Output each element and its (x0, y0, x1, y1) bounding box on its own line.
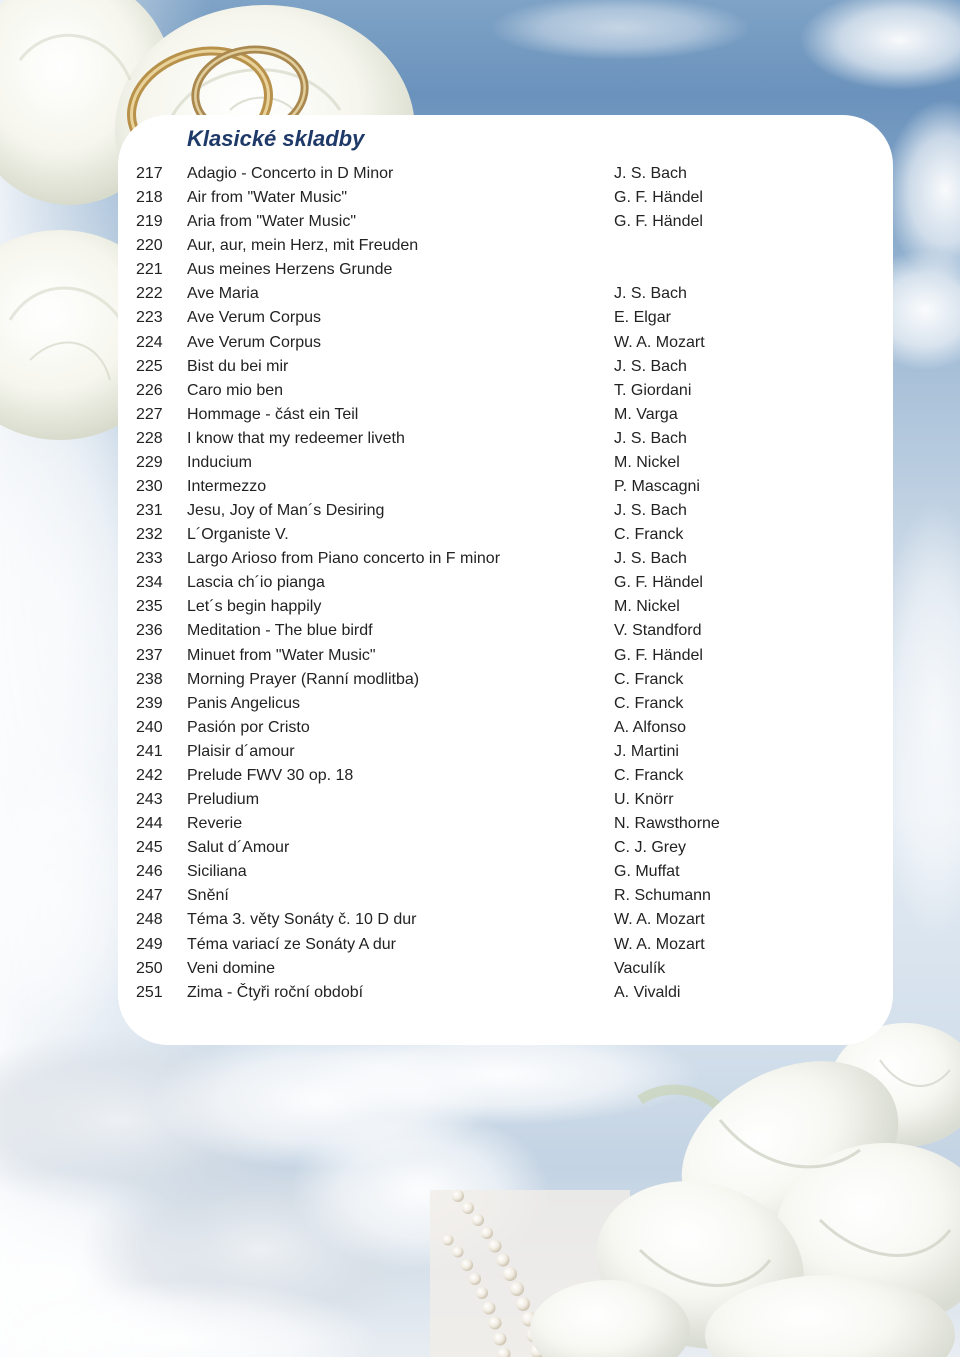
piece-composer: R. Schumann (614, 887, 711, 905)
list-item (118, 716, 893, 740)
piece-title: Preludium (187, 791, 260, 809)
piece-title: Let´s begin happily (187, 598, 322, 616)
list-item (118, 186, 893, 210)
piece-title: Hommage - část ein Teil (187, 405, 359, 423)
piece-title: Morning Prayer (Ranní modlitba) (187, 670, 420, 688)
piece-title: Téma 3. věty Sonáty č. 10 D dur (187, 911, 417, 929)
piece-composer: N. Rawsthorne (614, 815, 720, 833)
piece-title: Lascia ch´io pianga (187, 574, 325, 592)
piece-title: Snění (187, 887, 229, 905)
content-card (118, 115, 893, 1045)
list-item (118, 764, 893, 788)
list-item (118, 234, 893, 258)
piece-number: 250 (136, 959, 163, 977)
list-item (118, 475, 893, 499)
piece-title: Plaisir d´amour (187, 742, 295, 760)
piece-number: 235 (136, 598, 163, 616)
piece-title: Prelude FWV 30 op. 18 (187, 766, 354, 784)
piece-composer: T. Giordani (614, 381, 692, 399)
list-item (118, 571, 893, 595)
piece-composer: C. Franck (614, 526, 684, 544)
list-item (118, 162, 893, 186)
piece-number: 221 (136, 261, 163, 279)
list-item (118, 957, 893, 981)
piece-number: 229 (136, 453, 163, 471)
piece-title: Zima - Čtyři roční období (187, 983, 364, 1001)
piece-composer: M. Varga (614, 405, 678, 423)
piece-number: 238 (136, 670, 163, 688)
piece-number: 244 (136, 815, 163, 833)
piece-composer: J. S. Bach (614, 550, 687, 568)
piece-title: Ave Verum Corpus (187, 309, 321, 327)
list-item (118, 523, 893, 547)
piece-composer: A. Vivaldi (614, 983, 681, 1001)
piece-composer: G. Muffat (614, 863, 680, 881)
piece-number: 218 (136, 189, 163, 207)
piece-composer: C. Franck (614, 766, 684, 784)
list-item (118, 812, 893, 836)
piece-title: Largo Arioso from Piano concerto in F minor (187, 550, 501, 568)
piece-title: Intermezzo (187, 478, 267, 496)
list-item (118, 499, 893, 523)
piece-number: 220 (136, 237, 163, 255)
list-item (118, 933, 893, 957)
list-item (118, 547, 893, 571)
piece-composer: M. Nickel (614, 598, 680, 616)
list-item (118, 644, 893, 668)
piece-number: 234 (136, 574, 163, 592)
piece-composer: W. A. Mozart (614, 333, 705, 351)
list-item (118, 258, 893, 282)
list-item (118, 692, 893, 716)
piece-title: L´Organiste V. (187, 526, 289, 544)
list-item (118, 908, 893, 932)
piece-title: Bist du bei mir (187, 357, 289, 375)
piece-title: Minuet from "Water Music" (187, 646, 376, 664)
piece-composer: G. F. Händel (614, 574, 703, 592)
list-item (118, 451, 893, 475)
piece-composer: J. S. Bach (614, 285, 687, 303)
piece-number: 237 (136, 646, 163, 664)
page-title: Klasické skladby (187, 126, 365, 151)
piece-title: Siciliana (187, 863, 247, 881)
piece-composer: G. F. Händel (614, 189, 703, 207)
list-item (118, 331, 893, 355)
piece-number: 219 (136, 213, 163, 231)
piece-title: Reverie (187, 815, 243, 833)
piece-title: Ave Verum Corpus (187, 333, 321, 351)
piece-composer: J. S. Bach (614, 357, 687, 375)
list-item (118, 210, 893, 234)
piece-composer: W. A. Mozart (614, 911, 705, 929)
piece-title: Panis Angelicus (187, 694, 300, 712)
piece-composer: C. Franck (614, 670, 684, 688)
piece-composer: J. S. Bach (614, 429, 687, 447)
piece-composer: M. Nickel (614, 453, 680, 471)
piece-title: Air from "Water Music" (187, 189, 348, 207)
piece-composer: J. S. Bach (614, 165, 687, 182)
piece-title: Ave Maria (187, 285, 259, 303)
piece-number: 227 (136, 405, 163, 423)
piece-number: 231 (136, 502, 163, 520)
list-item (118, 668, 893, 692)
piece-number: 230 (136, 478, 163, 496)
piece-composer: E. Elgar (614, 309, 671, 327)
piece-number: 246 (136, 863, 163, 881)
piece-title: Aus meines Herzens Grunde (187, 261, 393, 279)
list-item (118, 836, 893, 860)
list-item (118, 981, 893, 1005)
piece-title: Aur, aur, mein Herz, mit Freuden (187, 237, 419, 255)
list-item (118, 619, 893, 643)
piece-composer: J. Martini (614, 742, 679, 760)
piece-composer: A. Alfonso (614, 718, 687, 736)
piece-title: Jesu, Joy of Man´s Desiring (187, 502, 385, 520)
piece-title: Adagio - Concerto in D Minor (187, 165, 394, 182)
list-item (118, 788, 893, 812)
piece-number: 248 (136, 911, 163, 929)
list-item (118, 860, 893, 884)
piece-composer: Vaculík (614, 959, 666, 977)
piece-composer: C. J. Grey (614, 839, 687, 857)
piece-composer: P. Mascagni (614, 478, 700, 496)
piece-number: 242 (136, 766, 163, 784)
list-item (118, 403, 893, 427)
piece-composer: G. F. Händel (614, 213, 703, 231)
piece-number: 233 (136, 550, 163, 568)
piece-number: 222 (136, 285, 163, 303)
piece-title: Aria from "Water Music" (187, 213, 357, 231)
piece-number: 251 (136, 983, 163, 1001)
piece-title: Inducium (187, 453, 252, 471)
piece-number: 232 (136, 526, 163, 544)
pieces-list (118, 162, 893, 1005)
piece-number: 224 (136, 333, 163, 351)
piece-number: 225 (136, 357, 163, 375)
piece-number: 223 (136, 309, 163, 327)
piece-composer: J. S. Bach (614, 502, 687, 520)
piece-number: 217 (136, 165, 163, 182)
piece-composer: G. F. Händel (614, 646, 703, 664)
piece-title: Veni domine (187, 959, 276, 977)
piece-title: Pasión por Cristo (187, 718, 310, 736)
piece-number: 228 (136, 429, 163, 447)
piece-title: I know that my redeemer liveth (187, 429, 405, 447)
piece-title: Salut d´Amour (187, 839, 290, 857)
list-item (118, 740, 893, 764)
piece-composer: U. Knörr (614, 791, 674, 809)
piece-title: Caro mio ben (187, 381, 284, 399)
list-item (118, 355, 893, 379)
list-item (118, 379, 893, 403)
piece-number: 241 (136, 742, 163, 760)
piece-number: 245 (136, 839, 163, 857)
piece-composer: C. Franck (614, 694, 684, 712)
piece-number: 239 (136, 694, 163, 712)
piece-number: 247 (136, 887, 163, 905)
piece-composer: W. A. Mozart (614, 935, 705, 953)
list-item (118, 427, 893, 451)
piece-title: Téma variací ze Sonáty A dur (187, 935, 396, 953)
piece-title: Meditation - The blue birdf (187, 622, 373, 640)
list-item (118, 884, 893, 908)
piece-number: 226 (136, 381, 163, 399)
list-item (118, 306, 893, 330)
list-item (118, 282, 893, 306)
piece-number: 249 (136, 935, 163, 953)
piece-number: 236 (136, 622, 163, 640)
piece-composer: V. Standford (614, 622, 702, 640)
piece-number: 243 (136, 791, 163, 809)
piece-number: 240 (136, 718, 163, 736)
list-item (118, 595, 893, 619)
